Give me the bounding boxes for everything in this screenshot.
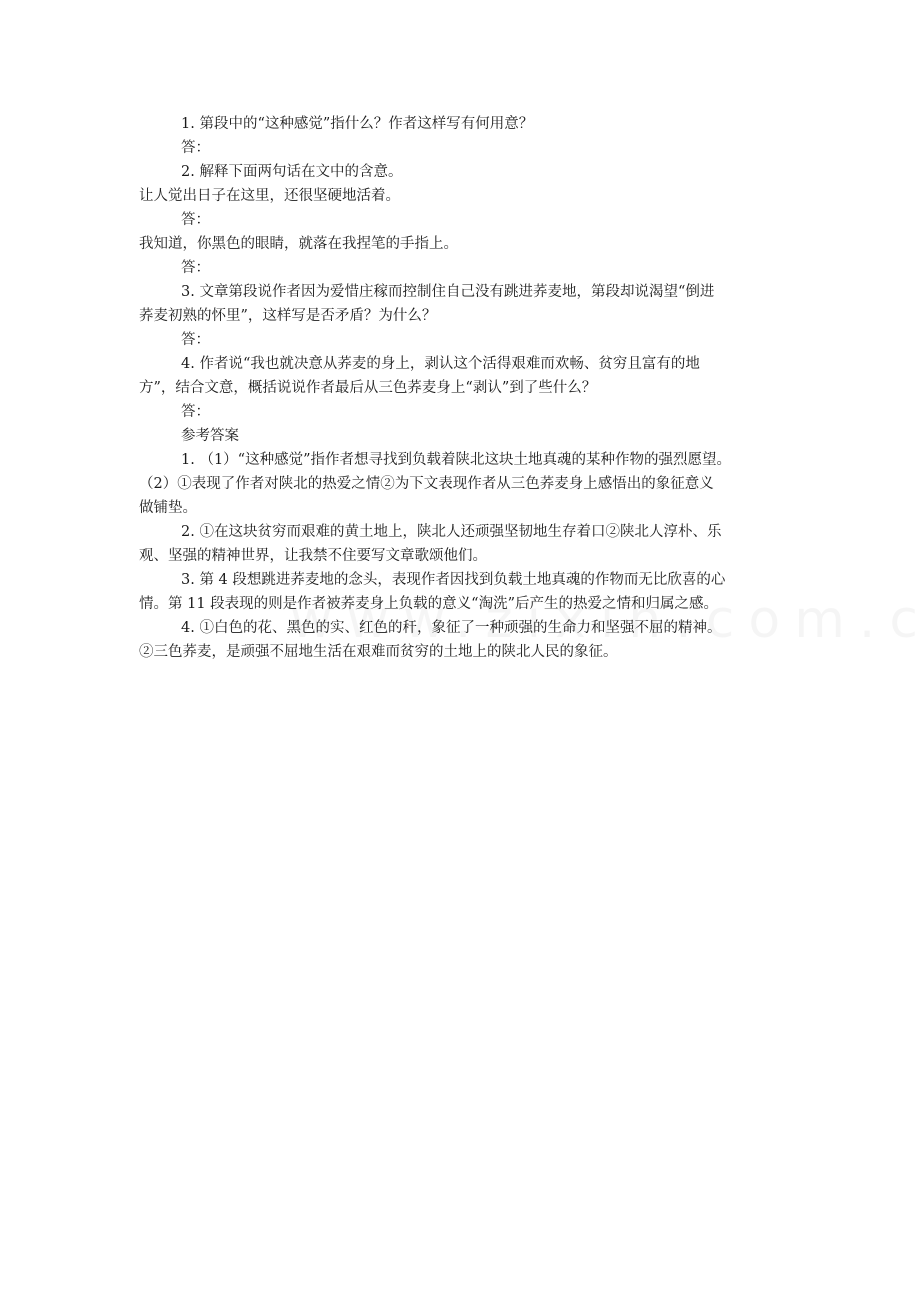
- reference-title: 参考答案: [181, 428, 239, 444]
- question-2-answer-label-2: 答：: [181, 260, 210, 276]
- question-4-answer-label: 答：: [181, 404, 210, 420]
- question-2-sentence-2: 我知道，你黑色的眼睛，就落在我捏笔的手指上。: [139, 236, 458, 252]
- reference-answer-4-line-1: 4. ①白色的花、黑色的实、红色的秆，象征了一种顽强的生命力和坚强不屈的精神。: [181, 620, 722, 636]
- question-3-line-1: 3. 文章第段说作者因为爱惜庄稼而控制住自己没有跳进荞麦地，第段却说渴望“倒进: [181, 284, 715, 300]
- question-4-line-1: 4. 作者说“我也就决意从荞麦的身上，剥认这个活得艰难而欢畅、贫穷且富有的地: [181, 356, 700, 372]
- reference-answer-1-line-3: 做铺垫。: [139, 500, 197, 516]
- document-body: [139, 112, 799, 664]
- reference-answer-1-line-1: 1. （1）“这种感觉”指作者想寻找到负载着陕北这块土地真魂的某种作物的强烈愿望。: [181, 452, 731, 468]
- question-2-line-1: 2. 解释下面两句话在文中的含意。: [181, 164, 403, 180]
- question-3-line-2: 荞麦初熟的怀里”，这样写是否矛盾？为什么？: [139, 308, 437, 324]
- question-1-line-1: 1. 第段中的“这种感觉”指什么？作者这样写有何用意？: [181, 116, 534, 132]
- reference-answer-1-line-2: （2）①表现了作者对陕北的热爱之情②为下文表现作者从三色荞麦身上感悟出的象征意义: [139, 476, 714, 492]
- reference-answer-2-line-1: 2. ①在这块贫穷而艰难的黄土地上，陕北人还顽强坚韧地生存着口②陕北人淳朴、乐: [181, 524, 722, 540]
- reference-answer-3-line-1: 3. 第 4 段想跳进荞麦地的念头，表现作者因找到负载土地真魂的作物而无比欣喜的心: [181, 572, 726, 588]
- question-1-answer-label: 答：: [181, 140, 210, 156]
- question-3-answer-label: 答：: [181, 332, 210, 348]
- reference-answer-4-line-2: ②三色荞麦，是顽强不屈地生活在艰难而贫穷的土地上的陕北人民的象征。: [139, 644, 618, 660]
- question-2-sentence-1: 让人觉出日子在这里，还很坚硬地活着。: [139, 188, 400, 204]
- question-2-answer-label-1: 答：: [181, 212, 210, 228]
- reference-answer-3-line-2: 情。第 11 段表现的则是作者被荞麦身上负载的意义“淘洗”后产生的热爱之情和归属之感。: [139, 596, 718, 612]
- reference-answer-2-line-2: 观、坚强的精神世界，让我禁不住要写文章歌颂他们。: [139, 548, 487, 564]
- question-4-line-2: 方”，结合文意，概括说说作者最后从三色荞麦身上“剥认”到了些什么？: [139, 380, 597, 396]
